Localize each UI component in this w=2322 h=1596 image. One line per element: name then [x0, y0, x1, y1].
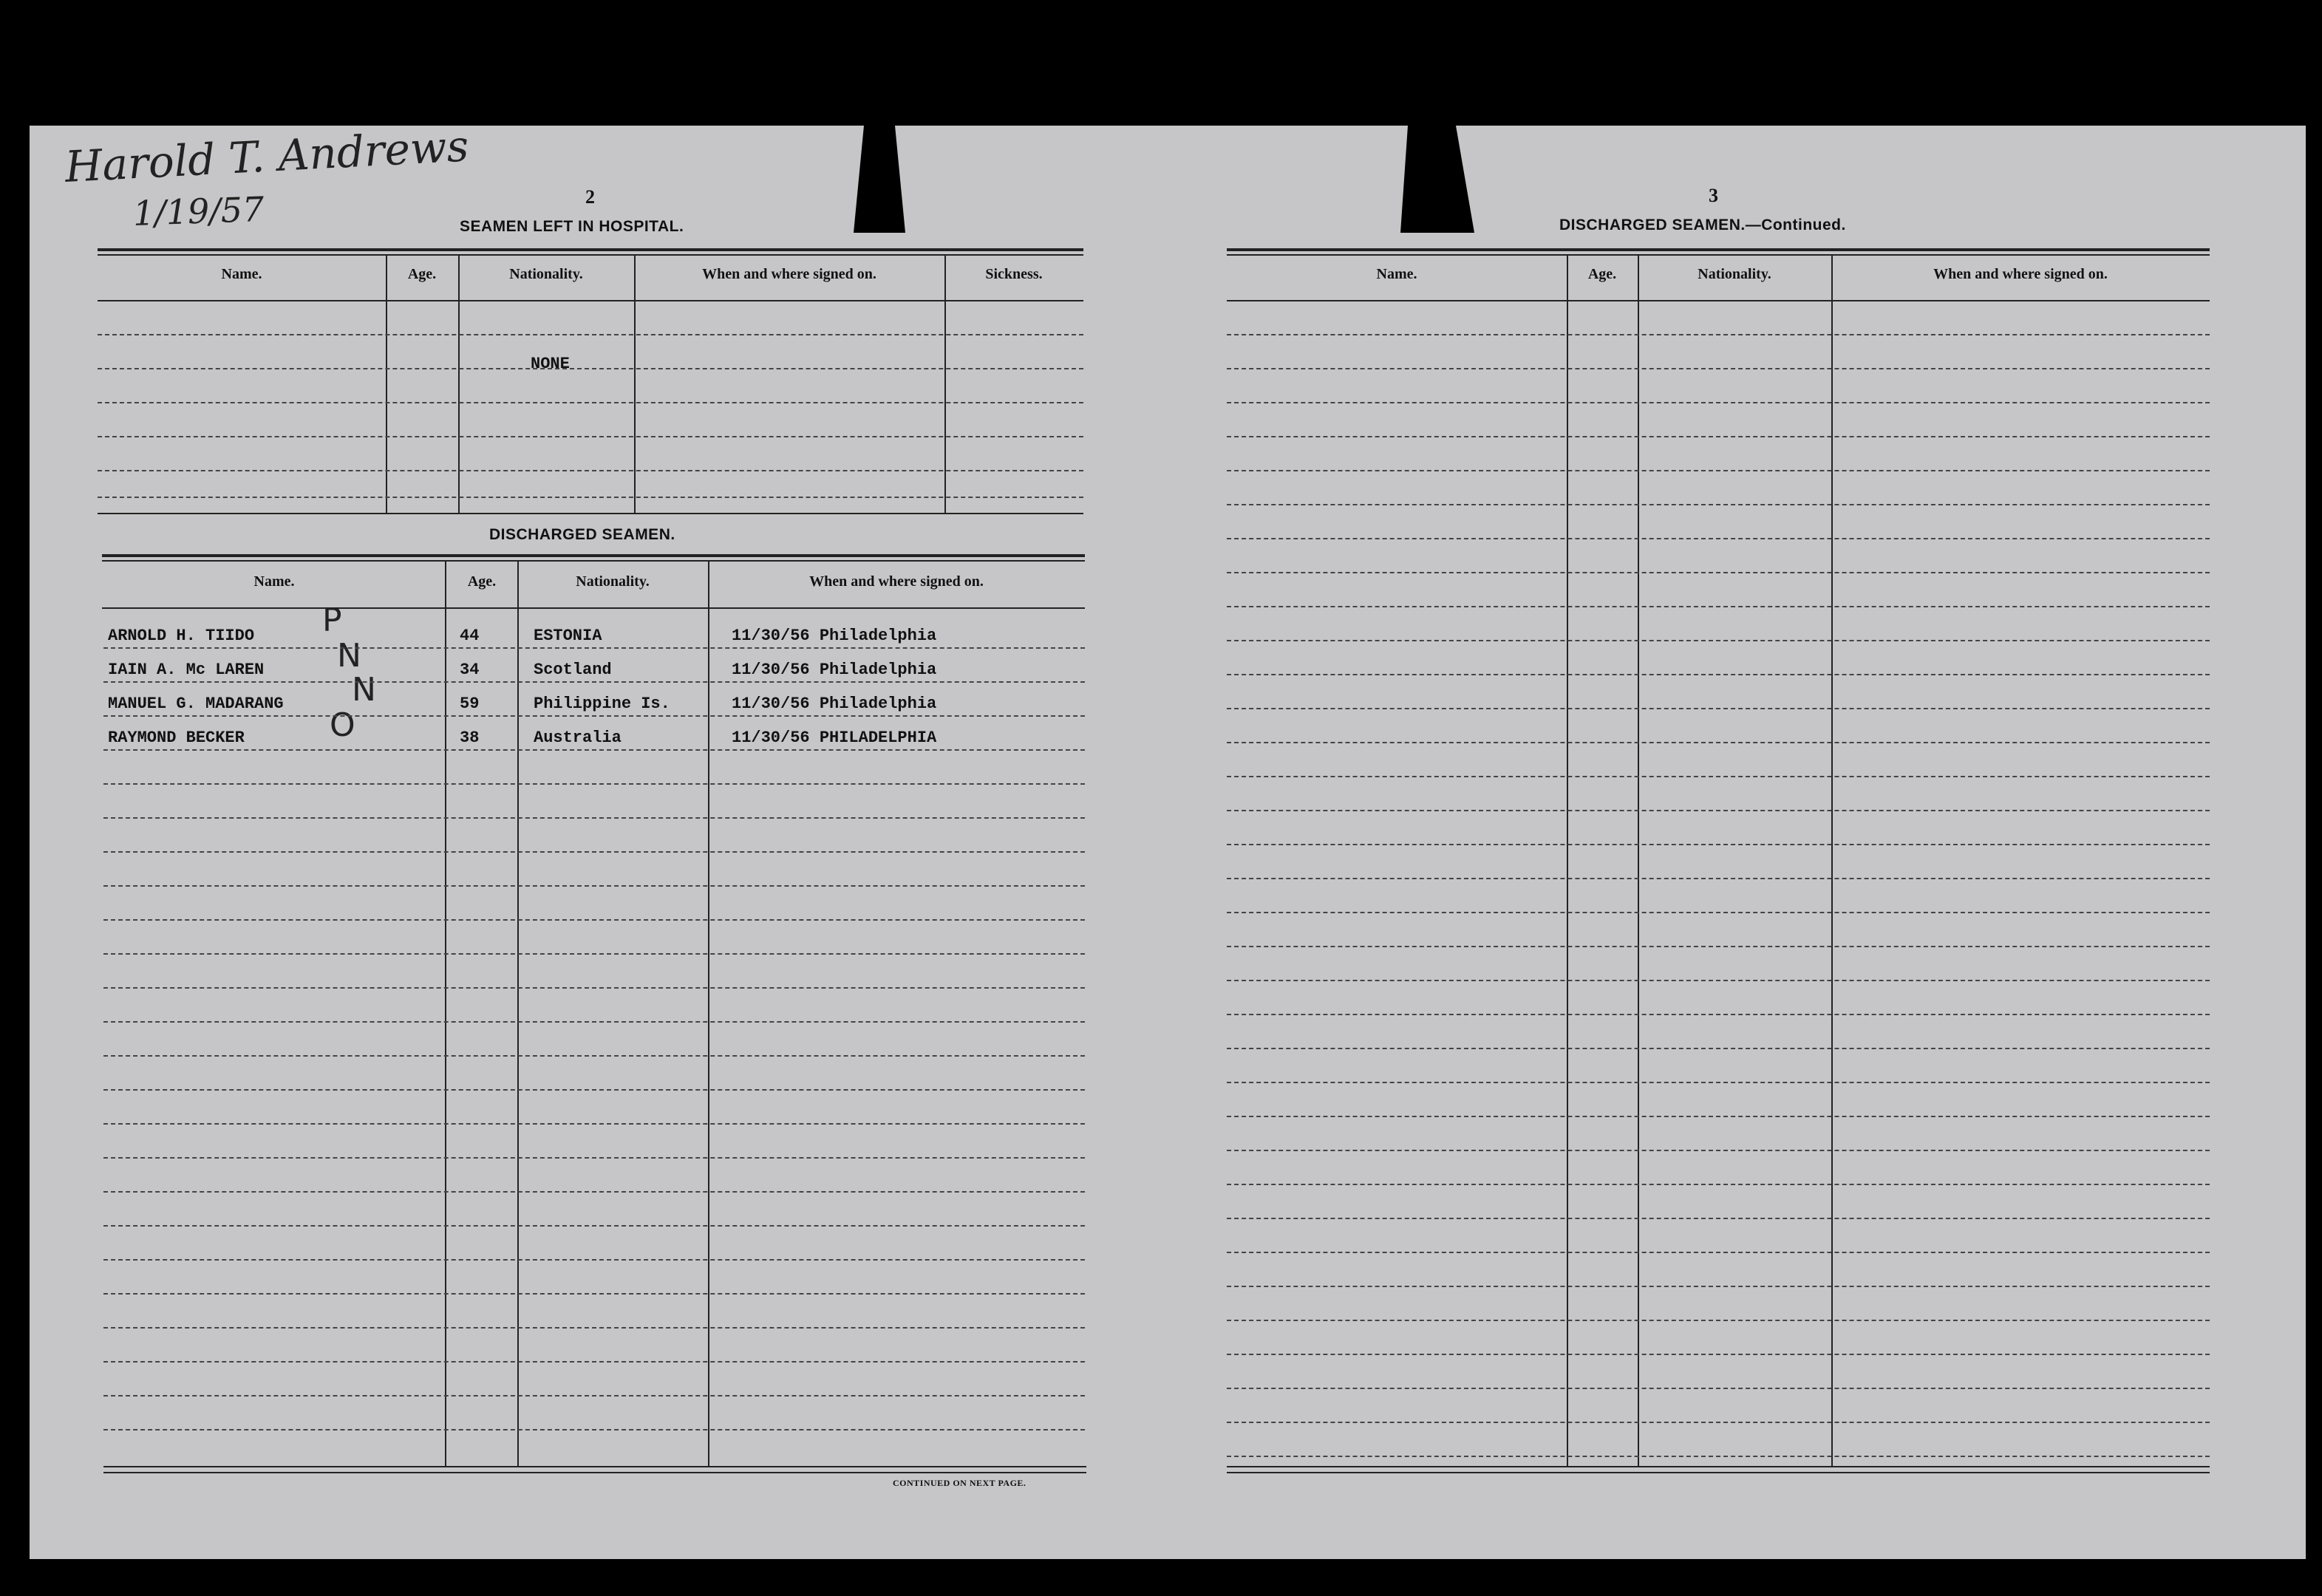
row-line: [103, 749, 1085, 751]
row-line: [103, 1089, 1085, 1091]
hospital-col-name: Name.: [221, 266, 262, 282]
row-line: [1227, 1184, 2210, 1185]
row-line: [103, 919, 1085, 921]
row-line: [1227, 844, 2210, 845]
row-2-nationality: Scotland: [534, 661, 612, 679]
row-line: [1227, 1388, 2210, 1389]
right-bottom-rule-2: [1227, 1472, 2210, 1473]
row-line: [103, 851, 1085, 853]
row-4-name: RAYMOND BECKER: [108, 729, 245, 747]
row-2-age: 34: [460, 661, 480, 679]
hospital-col-nationality: Nationality.: [509, 266, 583, 282]
handwritten-date: 1/19/57: [132, 188, 265, 233]
row-line: [103, 1429, 1085, 1430]
discharged-divider-2: [517, 560, 519, 1466]
row-line: [1227, 504, 2210, 505]
row-3-nationality: Philippine Is.: [534, 695, 670, 713]
hospital-divider-1: [386, 254, 387, 514]
discharged-col-nationality: Nationality.: [576, 573, 650, 590]
right-top-rule: [1227, 248, 2210, 251]
row-line: [1227, 810, 2210, 811]
continued-note: CONTINUED ON NEXT PAGE.: [893, 1478, 1026, 1488]
right-col-signed-on: When and where signed on.: [1933, 266, 2108, 282]
row-2-check-mark: N: [337, 637, 361, 675]
row-line: [1227, 640, 2210, 641]
row-1-age: 44: [460, 627, 480, 645]
row-line: [103, 647, 1085, 649]
right-col-name: Name.: [1376, 266, 1417, 282]
row-line: [103, 953, 1085, 955]
row-1-check-mark: P: [322, 601, 342, 639]
hospital-divider-2: [458, 254, 460, 514]
row-line: [1227, 1048, 2210, 1049]
row-line: [1227, 368, 2210, 369]
row-line: [1227, 1014, 2210, 1015]
row-line: [103, 1055, 1085, 1057]
hospital-heading: SEAMEN LEFT IN HOSPITAL.: [460, 218, 684, 235]
row-line: [1227, 980, 2210, 981]
row-line: [1227, 1286, 2210, 1287]
row-4-signed-on: 11/30/56 PHILADELPHIA: [732, 729, 937, 747]
page-number-left: 2: [585, 186, 595, 208]
row-4-age: 38: [460, 729, 480, 747]
row-line: [1227, 1082, 2210, 1083]
row-line: [1227, 436, 2210, 437]
row-line: [1227, 1116, 2210, 1117]
row-line: [1227, 742, 2210, 743]
row-4-nationality: Australia: [534, 729, 622, 747]
row-line: [103, 783, 1085, 785]
row-line: [1227, 1354, 2210, 1355]
row-3-name: MANUEL G. MADARANG: [108, 695, 284, 713]
row-3-check-mark: N: [352, 671, 376, 709]
row-line: [103, 1225, 1085, 1227]
hospital-top-rule: [98, 248, 1083, 251]
hospital-bottom-rule: [98, 513, 1083, 514]
row-line: [103, 1021, 1085, 1023]
hospital-row-line: [98, 470, 1083, 471]
row-2-signed-on: 11/30/56 Philadelphia: [732, 661, 937, 679]
row-line: [103, 715, 1085, 717]
discharged-col-name: Name.: [253, 573, 295, 590]
discharged-divider-1: [445, 560, 446, 1466]
row-line: [1227, 572, 2210, 573]
row-2-name: IAIN A. Mc LAREN: [108, 661, 265, 679]
discharged-bottom-rule-2: [103, 1472, 1086, 1473]
hospital-divider-3: [634, 254, 636, 514]
row-line: [103, 885, 1085, 887]
row-1-name: ARNOLD H. TIIDO: [108, 627, 255, 645]
row-line: [1227, 538, 2210, 539]
hospital-entry: NONE: [531, 355, 570, 373]
hospital-row-line: [98, 497, 1083, 498]
row-1-nationality: ESTONIA: [534, 627, 602, 645]
row-line: [1227, 674, 2210, 675]
hospital-divider-4: [944, 254, 946, 514]
right-top-rule-2: [1227, 254, 2210, 256]
right-bottom-rule: [1227, 1466, 2210, 1467]
handwritten-name: Harold T. Andrews: [64, 120, 470, 192]
row-line: [103, 817, 1085, 819]
row-line: [1227, 912, 2210, 913]
row-line: [103, 1327, 1085, 1329]
row-line: [1227, 402, 2210, 403]
right-col-nationality: Nationality.: [1698, 266, 1771, 282]
page-number-right: 3: [1709, 185, 1718, 206]
row-line: [103, 1259, 1085, 1261]
row-3-signed-on: 11/30/56 Philadelphia: [732, 695, 937, 713]
row-line: [1227, 1150, 2210, 1151]
hospital-row-line: [98, 402, 1083, 403]
row-line: [1227, 470, 2210, 471]
row-line: [1227, 878, 2210, 879]
hospital-col-age: Age.: [407, 266, 437, 282]
row-line: [1227, 776, 2210, 777]
hospital-col-signed-on: When and where signed on.: [702, 266, 876, 282]
row-line: [103, 1361, 1085, 1363]
discharged-bottom-rule: [103, 1466, 1086, 1467]
hospital-row-line: [98, 368, 1083, 369]
row-line: [103, 681, 1085, 683]
row-4-check-mark: O: [330, 706, 355, 744]
row-line: [103, 1123, 1085, 1125]
row-line: [1227, 1456, 2210, 1457]
row-line: [1227, 334, 2210, 335]
row-line: [1227, 1252, 2210, 1253]
document-sheet: [30, 126, 2306, 1559]
hospital-row-line: [98, 334, 1083, 335]
row-line: [103, 1395, 1085, 1396]
hospital-col-sickness: Sickness.: [985, 266, 1043, 282]
row-line: [103, 1293, 1085, 1295]
row-line: [1227, 946, 2210, 947]
row-3-age: 59: [460, 695, 480, 713]
discharged-col-signed-on: When and where signed on.: [809, 573, 984, 590]
hospital-row-line: [98, 436, 1083, 437]
row-line: [103, 1191, 1085, 1193]
right-heading: DISCHARGED SEAMEN.—Continued.: [1559, 216, 1846, 233]
hospital-header-rule: [98, 300, 1083, 301]
hospital-top-rule-2: [98, 254, 1083, 256]
row-1-signed-on: 11/30/56 Philadelphia: [732, 627, 937, 645]
row-line: [103, 1157, 1085, 1159]
row-line: [103, 987, 1085, 989]
row-line: [1227, 708, 2210, 709]
row-line: [1227, 1218, 2210, 1219]
discharged-heading: DISCHARGED SEAMEN.: [489, 526, 675, 543]
discharged-col-age: Age.: [467, 573, 497, 590]
discharged-divider-3: [708, 560, 709, 1466]
discharged-top-rule: [102, 554, 1085, 557]
discharged-top-rule-2: [102, 560, 1085, 562]
right-header-rule: [1227, 300, 2210, 301]
row-line: [1227, 606, 2210, 607]
row-line: [1227, 1320, 2210, 1321]
discharged-header-rule: [102, 607, 1085, 609]
right-col-age: Age.: [1587, 266, 1617, 282]
row-line: [1227, 1422, 2210, 1423]
